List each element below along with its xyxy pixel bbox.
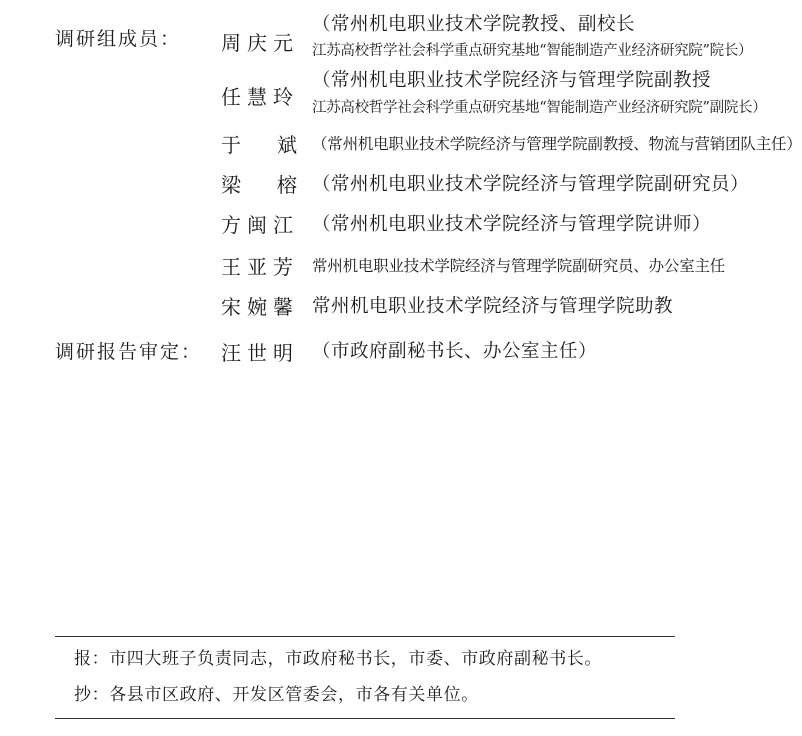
footer-top-rule [55,636,675,637]
member-affiliation: （常州机电职业技术学院经济与管理学院副教授 [312,70,712,91]
member-name: 王亚芳 [221,255,299,279]
reviewer-affiliation: （市政府副秘书长、办公室主任） [312,341,598,362]
member-affiliation: （常州机电职业技术学院经济与管理学院副教授、物流与营销团队主任） [312,135,802,153]
member-name: 于 斌 [221,133,305,157]
review-label: 调研报告审定： [55,341,203,363]
member-affiliation-extra: 江苏高校哲学社会科学重点研究基地“智能制造产业经济研究院”副院长） [312,100,767,116]
member-name: 任慧玲 [221,85,299,109]
member-affiliation: （常州机电职业技术学院教授、副校长 [312,14,636,35]
footer-bottom-rule [55,718,675,719]
member-name: 宋婉馨 [221,295,299,319]
member-name: 方闽江 [221,213,299,237]
members-label: 调研组成员： [55,28,182,50]
copy-to-line: 抄：各县市区政府、开发区管委会，市各有关单位。 [74,685,479,705]
report-to-line: 报：市四大班子负责同志，市政府秘书长，市委、市政府副秘书长。 [74,649,602,669]
member-name: 周庆元 [221,31,299,55]
member-affiliation-extra: 江苏高校哲学社会科学重点研究基地“智能制造产业经济研究院”院长） [312,43,753,59]
member-affiliation: 常州机电职业技术学院经济与管理学院副研究员、办公室主任 [312,257,726,275]
member-affiliation: 常州机电职业技术学院经济与管理学院助教 [312,296,674,317]
member-affiliation: （常州机电职业技术学院经济与管理学院副研究员） [312,174,750,195]
reviewer-name: 汪世明 [221,341,299,365]
member-name: 梁 榕 [221,173,305,197]
member-affiliation: （常州机电职业技术学院经济与管理学院讲师） [312,214,712,235]
